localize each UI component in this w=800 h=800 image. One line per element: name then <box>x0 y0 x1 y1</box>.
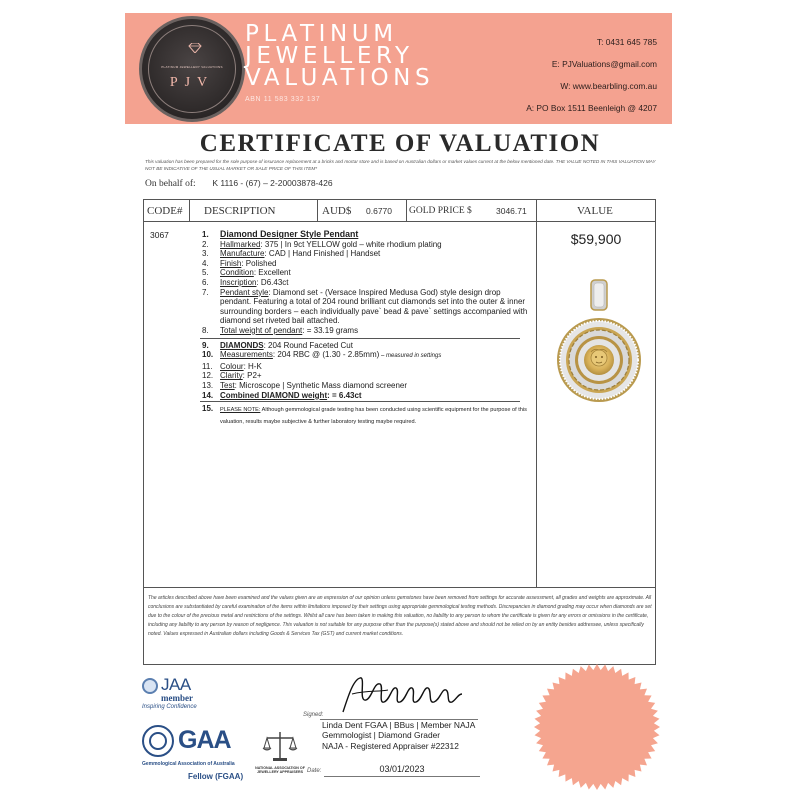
certificate-title: CERTIFICATE OF VALUATION <box>199 130 601 157</box>
list-item <box>200 326 530 336</box>
gaa-fellow: Fellow (FGAA) <box>188 772 244 781</box>
naja-logo <box>250 730 310 780</box>
item-number: 12. <box>202 371 214 381</box>
signatory-name: Linda Dent FGAA | BBus | Member NAJA <box>322 720 476 730</box>
signatory-details <box>322 720 475 751</box>
signed-label: Signed: <box>303 712 324 718</box>
header-aud-value: 0.6770 <box>366 206 392 216</box>
item-number: 3. <box>202 249 209 259</box>
list-item <box>200 259 530 269</box>
item-text: : = 33.19 grams <box>302 325 359 335</box>
on-behalf-of <box>145 178 333 189</box>
postal-address: A: PO Box 1511 Beenleigh @ 4207 <box>526 103 657 113</box>
item-key: Measurements <box>220 350 273 360</box>
jaa-logo <box>142 675 222 715</box>
item-text: Although gemmological grade testing has been conducted using scientific equipment for the purpose of this valuation, results maybe subjective & further laboratory testing maybe required. <box>220 407 527 425</box>
jaa-member-text: member <box>161 693 193 703</box>
pendant-photo <box>556 278 642 406</box>
signatory-role: Gemmologist | Diamond Grader <box>322 730 441 741</box>
diamond-icon <box>188 43 202 53</box>
item-number: 9. <box>202 340 209 350</box>
certificate-date: 03/01/2023 <box>379 764 425 774</box>
item-text: : P2+ <box>242 371 262 381</box>
list-item <box>200 362 530 372</box>
item-key: Finish <box>220 258 242 268</box>
header-description: DESCRIPTION <box>204 205 276 217</box>
item-number: 11. <box>202 361 213 371</box>
item-number: 6. <box>202 277 209 287</box>
header-gold-value: 3046.71 <box>496 206 527 216</box>
gaa-text: GAA <box>178 726 231 754</box>
jaa-globe-icon <box>142 678 158 694</box>
item-key: Test <box>220 380 235 390</box>
brand-line: JEWELLERY <box>245 43 414 69</box>
item-number: 14. <box>202 390 214 400</box>
item-text: : H-K <box>243 361 262 371</box>
header-aud-label: AUD$ <box>322 205 352 217</box>
list-item <box>200 404 530 426</box>
item-key: Manufacture <box>220 249 265 259</box>
item-text: : Microscope | Synthetic Mass diamond screener <box>234 380 408 390</box>
item-number: 10. <box>202 350 214 360</box>
brand-line: VALUATIONS <box>245 65 435 91</box>
abn-number: ABN 11 583 332 137 <box>245 96 321 103</box>
item-text: : 375 | In 9ct YELLOW gold – white rhodium plating <box>260 239 442 249</box>
seal-starburst <box>534 664 660 790</box>
item-text: : = 6.43ct <box>327 390 362 400</box>
item-text: : Excellent <box>253 268 291 278</box>
item-code: 3067 <box>150 230 169 240</box>
item-key: Hallmarked <box>220 239 261 249</box>
list-item <box>200 350 530 362</box>
header-gold-label: GOLD PRICE $ <box>409 206 472 216</box>
valuation-table <box>143 199 656 665</box>
list-item <box>200 278 530 288</box>
item-number: 15. <box>202 404 214 414</box>
description-list <box>200 230 530 426</box>
website[interactable]: W: www.bearbling.com.au <box>560 81 657 91</box>
header-code: CODE# <box>147 205 183 217</box>
item-key: PLEASE NOTE: <box>220 407 261 414</box>
list-item <box>200 391 530 401</box>
purpose-disclaimer: This valuation has been prepared for the sole purpose of insurance replacement at a bricks and mortar store and is based on Australian dollars or market values current at the below mentioned date. THE VALUE NOTED IN THIS VALUATION MAY NOT BE INDICATIVE OF THE USUAL MARKET OR SALE PRICE OF THIS ITEM* <box>145 159 656 171</box>
date-line <box>324 776 480 777</box>
table-header <box>144 200 655 222</box>
footer-divider <box>144 587 655 588</box>
brand-line: PLATINUM <box>245 21 398 47</box>
item-number: 7. <box>202 287 209 297</box>
item-text: : CAD | Hand Finished | Handset <box>264 249 381 259</box>
divider <box>536 200 537 587</box>
list-item <box>200 268 530 278</box>
list-item <box>200 381 530 391</box>
phone-number: T: 0431 645 785 <box>596 37 657 47</box>
email-address[interactable]: E: PJValuations@gmail.com <box>551 59 657 69</box>
brand-name <box>245 23 434 89</box>
item-text: : Diamond set - (Versace Inspired Medusa God) style design drop pendant. Featuring a total of 204 round brilliant cut diamonds set into the outer & inner surrounding borders – each individually pave` bead & pave` settings accompanied with diamond set riveted bail attached. <box>220 287 528 326</box>
handwritten-signature <box>338 672 468 717</box>
item-number: 2. <box>202 239 209 249</box>
gaa-logo <box>142 725 242 780</box>
item-key: Colour <box>220 361 244 371</box>
item-key: Combined DIAMOND weight <box>220 390 328 400</box>
item-text: : Polished <box>241 258 277 268</box>
separator-line <box>200 401 520 402</box>
signatory-registration: NAJA - Registered Appraiser #22312 <box>322 740 459 751</box>
item-number: 13. <box>202 380 214 390</box>
item-number: 8. <box>202 325 209 335</box>
item-key: Clarity <box>220 371 243 381</box>
on-behalf-label: On behalf of: <box>145 179 196 189</box>
item-text: : 204 Round Faceted Cut <box>263 340 353 350</box>
contact-details <box>526 31 657 119</box>
item-key: Inscription <box>220 277 257 287</box>
scales-icon <box>262 730 298 764</box>
list-item <box>200 341 530 351</box>
item-number: 5. <box>202 268 209 278</box>
list-item <box>200 371 530 381</box>
list-item <box>200 249 530 259</box>
item-key: DIAMONDS <box>220 340 264 350</box>
gaa-emblem-icon <box>142 725 174 757</box>
header-value: VALUE <box>577 205 613 217</box>
item-number: 4. <box>202 258 209 268</box>
header-banner <box>125 13 672 124</box>
separator-line <box>200 338 520 339</box>
item-text: : D6.43ct <box>256 277 289 287</box>
jaa-text: JAA <box>161 675 191 694</box>
list-item <box>200 230 530 240</box>
divider <box>317 200 318 222</box>
divider <box>189 200 190 222</box>
item-key: Pendant style <box>220 287 269 297</box>
item-key: Condition <box>220 268 254 278</box>
item-text: : 204 RBC @ (1.30 - 2.85mm) <box>272 350 380 360</box>
item-value: $59,900 <box>570 231 622 247</box>
date-label: Date: <box>307 768 322 774</box>
item-number: 1. <box>202 230 209 239</box>
logo-ring-text: PLATINUM JEWELLERY VALUATIONS <box>161 65 223 69</box>
gaa-subtitle: Gemmological Association of Australia <box>142 761 235 767</box>
item-key: Diamond Designer Style Pendant <box>220 229 359 239</box>
item-note: – measured in settings <box>379 353 442 360</box>
list-item <box>200 240 530 250</box>
jaa-tagline: Inspiring Confidence <box>142 704 197 710</box>
footer-disclaimer: The articles described above have been examined and the values given are an expression of our opinion unless gemstones have been removed from settings for accurate assessment, all grades and weights are approximate. All conclusions are substantiated by careful examination of the items within limitations imposed by their settings using appropriate gemmological testing methods. Discrepancies in diamond grading may occur when diamonds are set due to the colour of the precious metal and restrictions of the settings. Whilst all care has been taken in making this valuation, no liability to any person to whom the certificate is given for any errors or omissions in the certificate, including any liability to any person by reason of negligence. This valuation is not suitable for any purpose other than the purpose(s) stated above and should not be relied on by an entity besides addressee, unless specifically noted. Values expressed in Australian dollars including Goods & Services Tax (GST) and current market conditions. <box>148 595 652 637</box>
logo-ring <box>148 25 236 113</box>
item-key: Total weight of pendant <box>220 325 303 335</box>
logo-initials: PJV <box>169 75 215 90</box>
divider <box>406 200 407 222</box>
pjv-logo <box>139 16 245 122</box>
naja-text: NATIONAL ASSOCIATION OF JEWELLERY APPRAISERS <box>255 766 305 775</box>
list-item <box>200 288 530 326</box>
seal-sticker <box>533 663 661 791</box>
reference-number: K 1116 - (67) – 2-20003878-426 <box>212 178 333 188</box>
